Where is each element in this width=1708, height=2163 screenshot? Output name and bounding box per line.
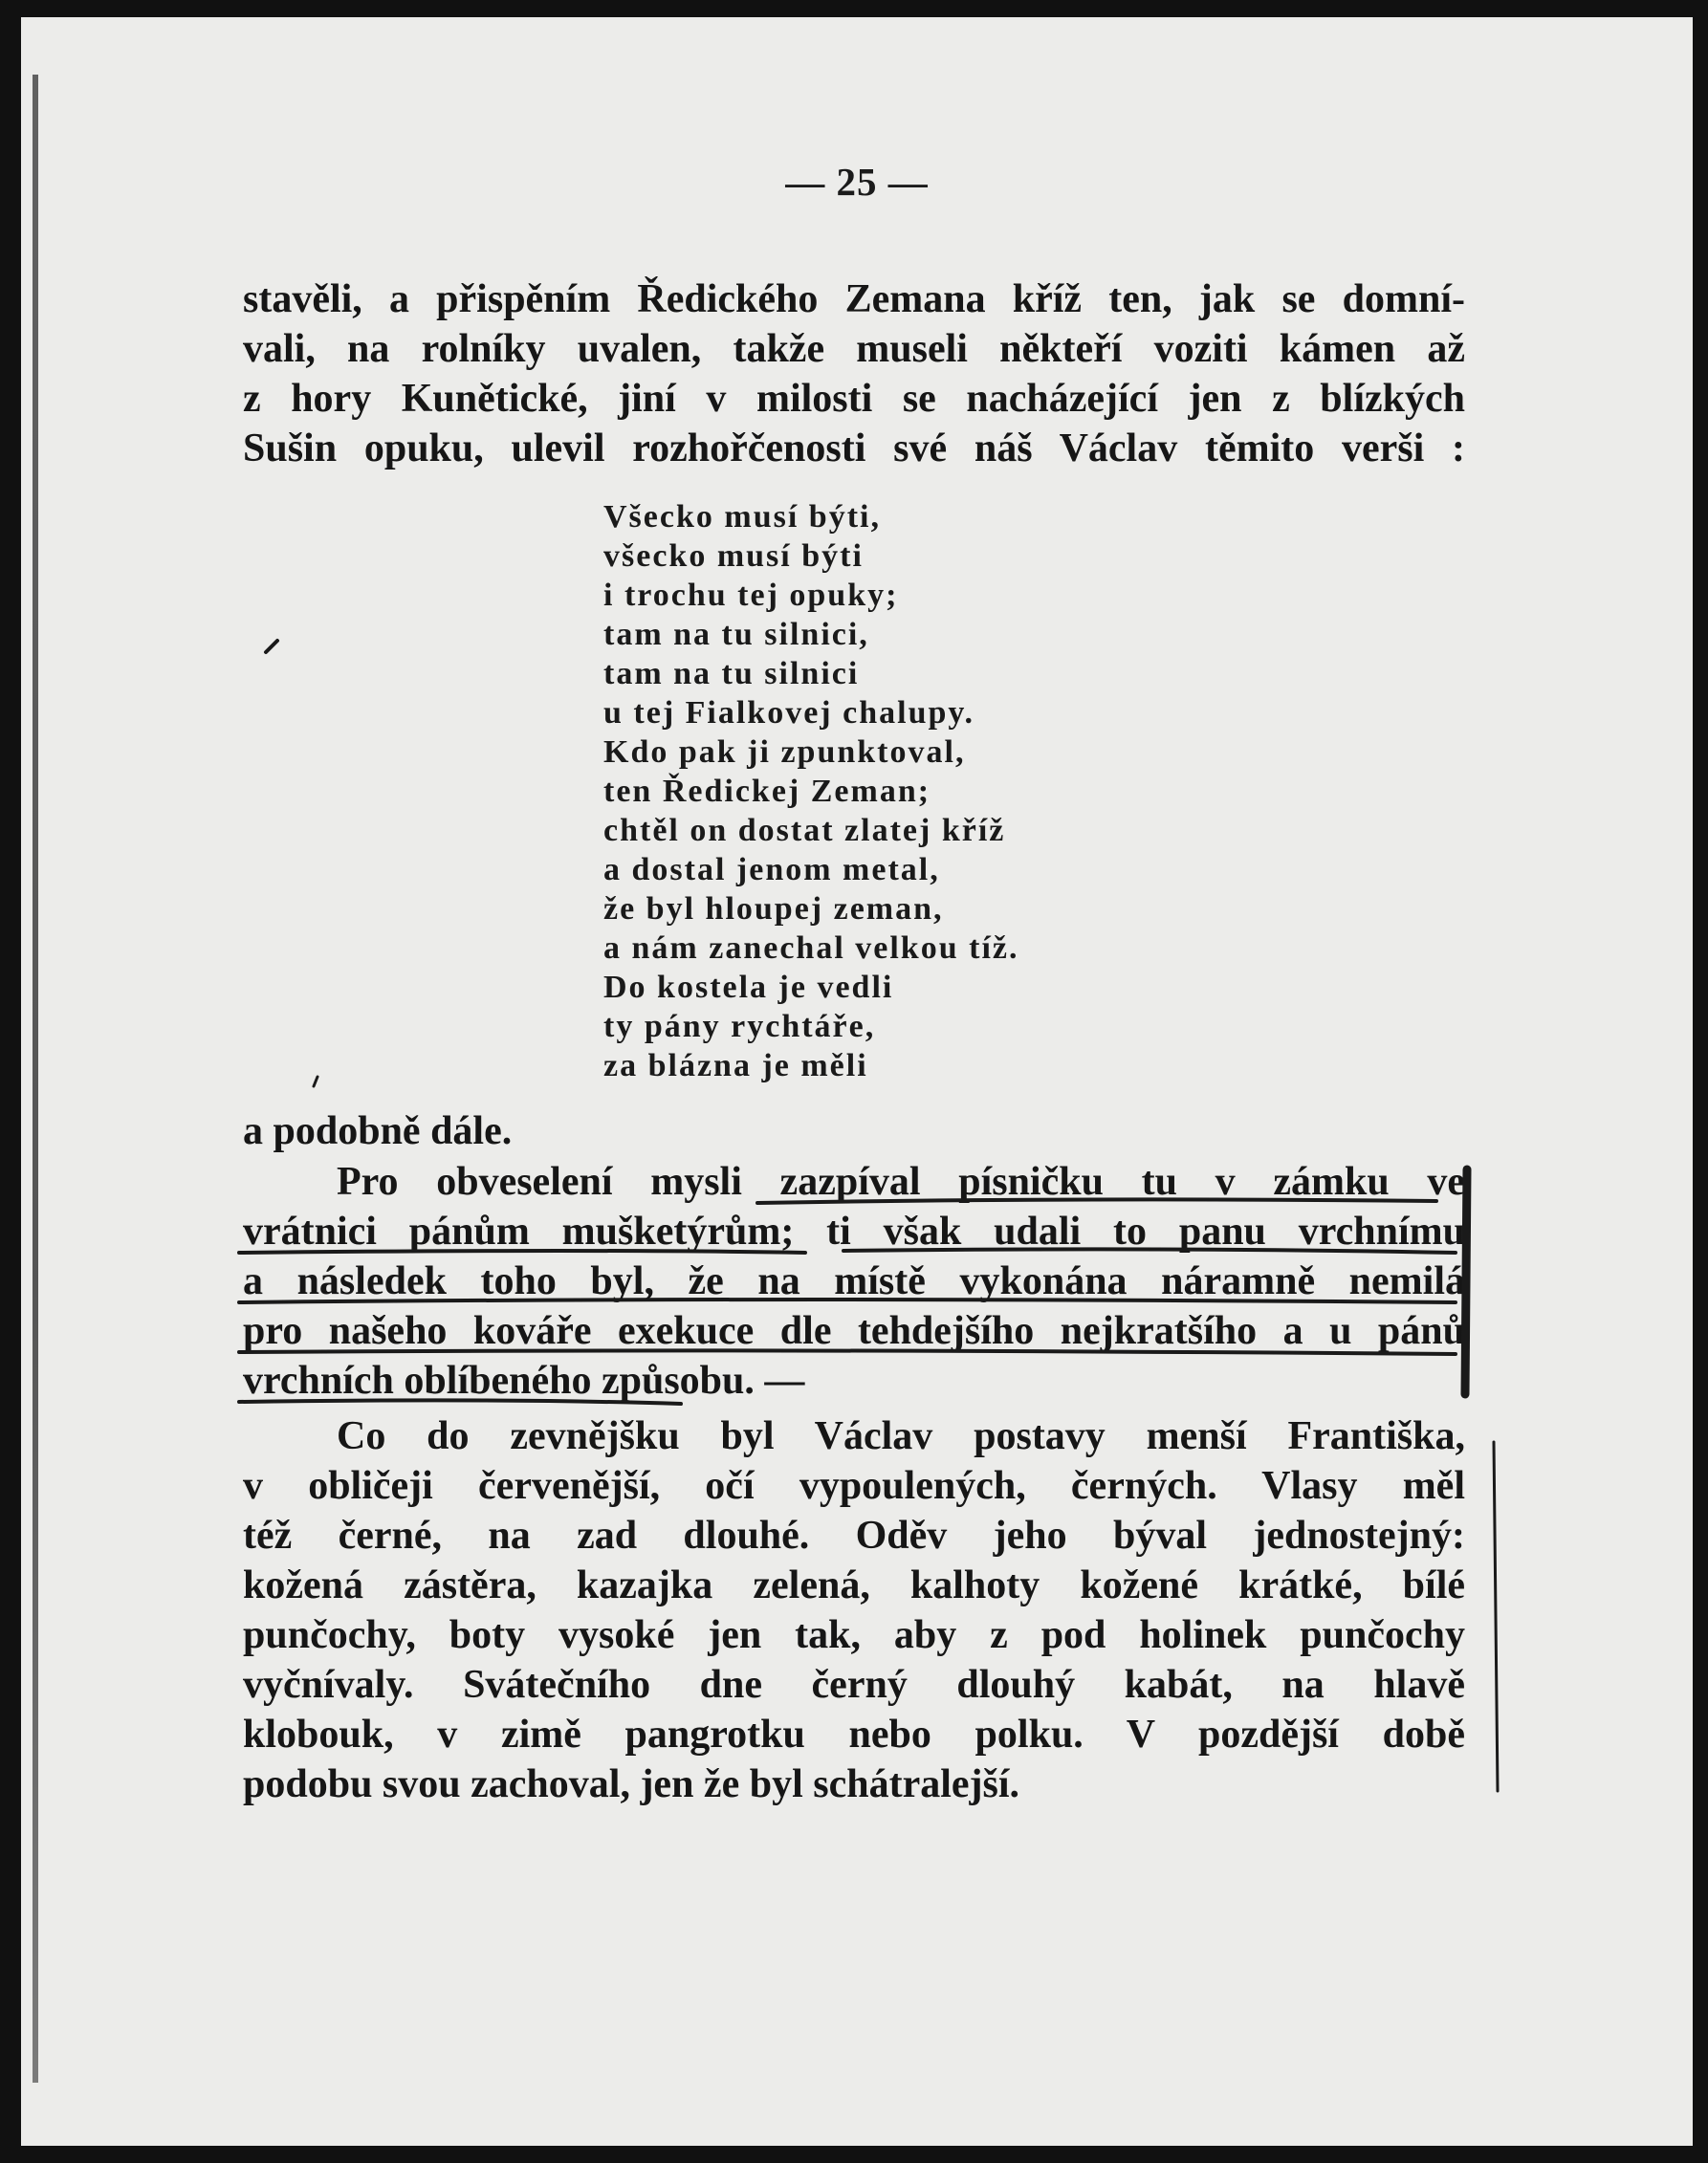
paragraph-3-line-4: kožená zástěra, kazajka zelená, kalhoty kožené krátké, bílé <box>243 1563 1465 1607</box>
paragraph-2-line-4: pro našeho kováře exekuce dle tehdejšího nejkratšího a u pánů <box>243 1309 1465 1353</box>
verse-line-7: Kdo pak ji zpunktoval, <box>603 734 966 770</box>
verse-line-4: tam na tu silnici, <box>603 617 869 652</box>
paragraph-3-line-8: podobu svou zachoval, jen že byl schátralejší. <box>243 1762 1020 1806</box>
paragraph-2-line-1: Pro obveselení mysli zazpíval písničku tu v zámku ve <box>337 1160 1465 1204</box>
stray-mark-1 <box>266 641 277 652</box>
verse-line-6: u tej Fialkovej chalupy. <box>603 695 975 731</box>
paragraph-3-line-5: punčochy, boty vysoké jen tak, aby z pod holinek punčochy <box>243 1613 1465 1657</box>
verse-line-3: i trochu tej opuky; <box>603 578 899 613</box>
paragraph-3-line-7: klobouk, v zimě pangrotku nebo polku. V pozdější době <box>243 1713 1465 1757</box>
paragraph-1-line-3: z hory Kunětické, jiní v milosti se nacházející jen z blízkých <box>243 377 1465 421</box>
paragraph-1-line-2: vali, na rolníky uvalen, takže museli někteří voziti kámen až <box>243 327 1465 371</box>
paragraph-3-line-6: vyčnívaly. Svátečního dne černý dlouhý kabát, na hlavě <box>243 1663 1465 1707</box>
verse-line-8: ten Ředickej Zeman; <box>603 774 931 809</box>
page-spine-shadow <box>33 75 38 2083</box>
margin-line-paragraph <box>1494 1442 1498 1791</box>
verse-line-1: Všecko musí býti, <box>603 499 881 535</box>
stray-mark-2 <box>314 1077 318 1086</box>
paragraph-2-line-3: a následek toho byl, že na místě vykonána náramně nemilá <box>243 1259 1465 1303</box>
after-verse-line: a podobně dále. <box>243 1109 513 1153</box>
paragraph-1-line-1: stavěli, a přispěním Ředického Zemana kříž ten, jak se domní- <box>243 277 1465 321</box>
margin-bar-passage <box>1465 1169 1467 1394</box>
verse-line-5: tam na tu silnici <box>603 656 860 691</box>
paragraph-3-line-1: Co do zevnějšku byl Václav postavy menší Františka, <box>337 1414 1465 1458</box>
paragraph-3-line-2: v obličeji červenější, očí vypoulených, černých. Vlasy měl <box>243 1464 1465 1508</box>
verse-line-9: chtěl on dostat zlatej kříž <box>603 813 1006 848</box>
page-number: — 25 — <box>785 160 929 204</box>
paragraph-3-line-3: též černé, na zad dlouhé. Oděv jeho býval jednostejný: <box>243 1514 1465 1558</box>
verse-line-15: za blázna je měli <box>603 1048 868 1083</box>
verse-line-10: a dostal jenom metal, <box>603 852 940 887</box>
paragraph-1-line-4: Sušin opuku, ulevil rozhořčenosti své náš Václav těmito verši : <box>243 426 1465 470</box>
paragraph-2-line-5: vrchních oblíbeného způsobu. — <box>243 1359 805 1403</box>
book-page <box>21 17 1693 2146</box>
verse-line-13: Do kostela je vedli <box>603 970 894 1005</box>
verse-line-14: ty pány rychtáře, <box>603 1009 876 1044</box>
verse-line-2: všecko musí býti <box>603 538 864 574</box>
verse-line-12: a nám zanechal velkou tíž. <box>603 930 1019 966</box>
verse-line-11: že byl hloupej zeman, <box>603 891 944 927</box>
paragraph-2-line-2: vrátnici pánům mušketýrům; ti však udali to panu vrchnímu <box>243 1210 1465 1254</box>
